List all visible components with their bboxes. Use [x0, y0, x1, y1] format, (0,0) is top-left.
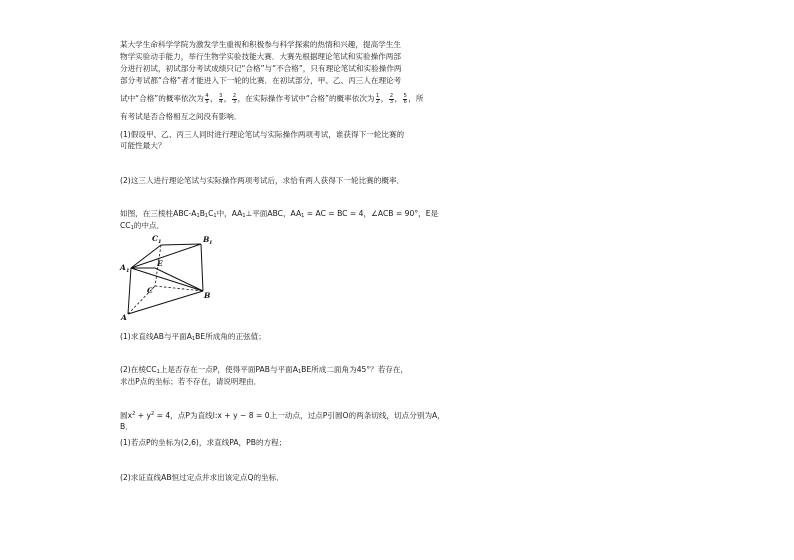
- problem1-line6: 有考试是否合格相互之间没有影响．: [120, 112, 242, 121]
- problem1-line1: 某大学生命科学学院为激发学生重视和积极参与科学探索的热情和兴趣，提高学生生: [120, 40, 401, 49]
- problem2-q1: (1)求直线AB与平面$A_1BE$所成角的正弦值；: [120, 332, 266, 342]
- problem3-line1: 圆$x^2 + y^2 = 4$，点P为直线l:x + y − 8 = 0上一动点，过点P引圆O的两条切线，切点分别为A，: [120, 411, 445, 420]
- theory-prob-fraction: $\frac{3}{4}$: [219, 92, 223, 105]
- practice-prob-fraction: $\frac{5}{6}$: [403, 92, 407, 105]
- edge-e-b: [155, 268, 203, 291]
- edge-a1-a: [128, 268, 131, 314]
- practice-prob-fraction: $\frac{1}{2}$: [376, 92, 380, 105]
- edge-a1-b1: [131, 244, 201, 268]
- label-e: E: [157, 259, 163, 268]
- problem1-line3: 分进行初试，初试部分考试成绩只记“合格”与“不合格”，只有理论笔试和实验操作两: [120, 64, 402, 73]
- theory-prob-fraction: $\frac{4}{5}$: [205, 92, 209, 105]
- problem1-q2: (2)这三人进行理论笔试与实际操作两项考试后，求恰有两人获得下一轮比赛的概率．: [120, 176, 405, 185]
- problem1-q1-line2: 可能性最大？: [120, 141, 166, 150]
- practice-prob-intro: ，在实际操作考试中“合格”的概率依次为: [237, 94, 375, 103]
- edge-c1-b1: [161, 244, 201, 245]
- edge-b1-b: [201, 244, 203, 291]
- problem2-line1: 如图，在三棱柱ABC-$A_1B_1C_1$中，$AA_1\perp$平面ABC，$AA_1$ = AC = BC = 4，∠ACB = 90°，E是: [120, 209, 439, 219]
- label-b1: B: [203, 235, 210, 244]
- problem2-q2-line2: 求出P点的坐标；若不存在，请说明理由．: [120, 377, 262, 386]
- label-a1: A: [120, 263, 126, 272]
- problem3-line2: B．: [120, 422, 133, 431]
- label-c1-sub: 1: [158, 239, 162, 245]
- label-c: C: [147, 286, 153, 295]
- label-b1-sub: 1: [209, 240, 213, 246]
- label-b: B: [204, 291, 211, 300]
- problem2-q2-line1: (2)在棱$CC_1$上是否存在一点P，使得平面PAB与平面$A_1BE$所成二面角为45°？若存在，: [120, 365, 409, 375]
- theory-prob-fraction: $\frac{2}{3}$: [232, 92, 237, 105]
- theory-prob-intro: 试中“合格”的概率依次为: [120, 94, 204, 103]
- problem1-line4: 部分考试都“合格”者才能进入下一轮的比赛．在初试部分，甲、乙、丙三人在理论考: [120, 76, 402, 85]
- problem1-q1-line1: (1)假设甲、乙、丙三人同时进行理论笔试与实际操作两项考试，谁获得下一轮比赛的: [120, 130, 405, 139]
- problem1-line2: 物学实验动手能力，举行生物学实验技能大赛．大赛先根据理论笔试和实验操作两部: [120, 52, 401, 61]
- problem2-line2: $CC_1$的中点．: [120, 221, 165, 231]
- edge-a1-b: [131, 268, 203, 291]
- problem3-q2: (2)求证直线AB恒过定点并求出该定点Q的坐标．: [120, 473, 284, 482]
- edge-a-b: [128, 291, 203, 314]
- label-a1-sub: 1: [126, 268, 130, 274]
- problem3-q1: (1)若点P的坐标为(2,6)，求直线PA，PB的方程；: [120, 438, 287, 447]
- practice-prob-fraction: $\frac{2}{3}$: [389, 92, 393, 105]
- triangular-prism-figure: [108, 230, 218, 322]
- label-a: A: [121, 313, 127, 322]
- problem1-line5: 试中“合格”的概率依次为 $\frac{4}{5}$ ， $\frac{3}{4}$ ， $\frac{2}{3}$ ，在实际操作考试中“合格”的概率依次为 $\frac{1}{2}$ ， $\frac{2}{3}$ ， $\frac{5}{6}$ ，所: [120, 92, 424, 105]
- label-c1: C: [152, 234, 158, 243]
